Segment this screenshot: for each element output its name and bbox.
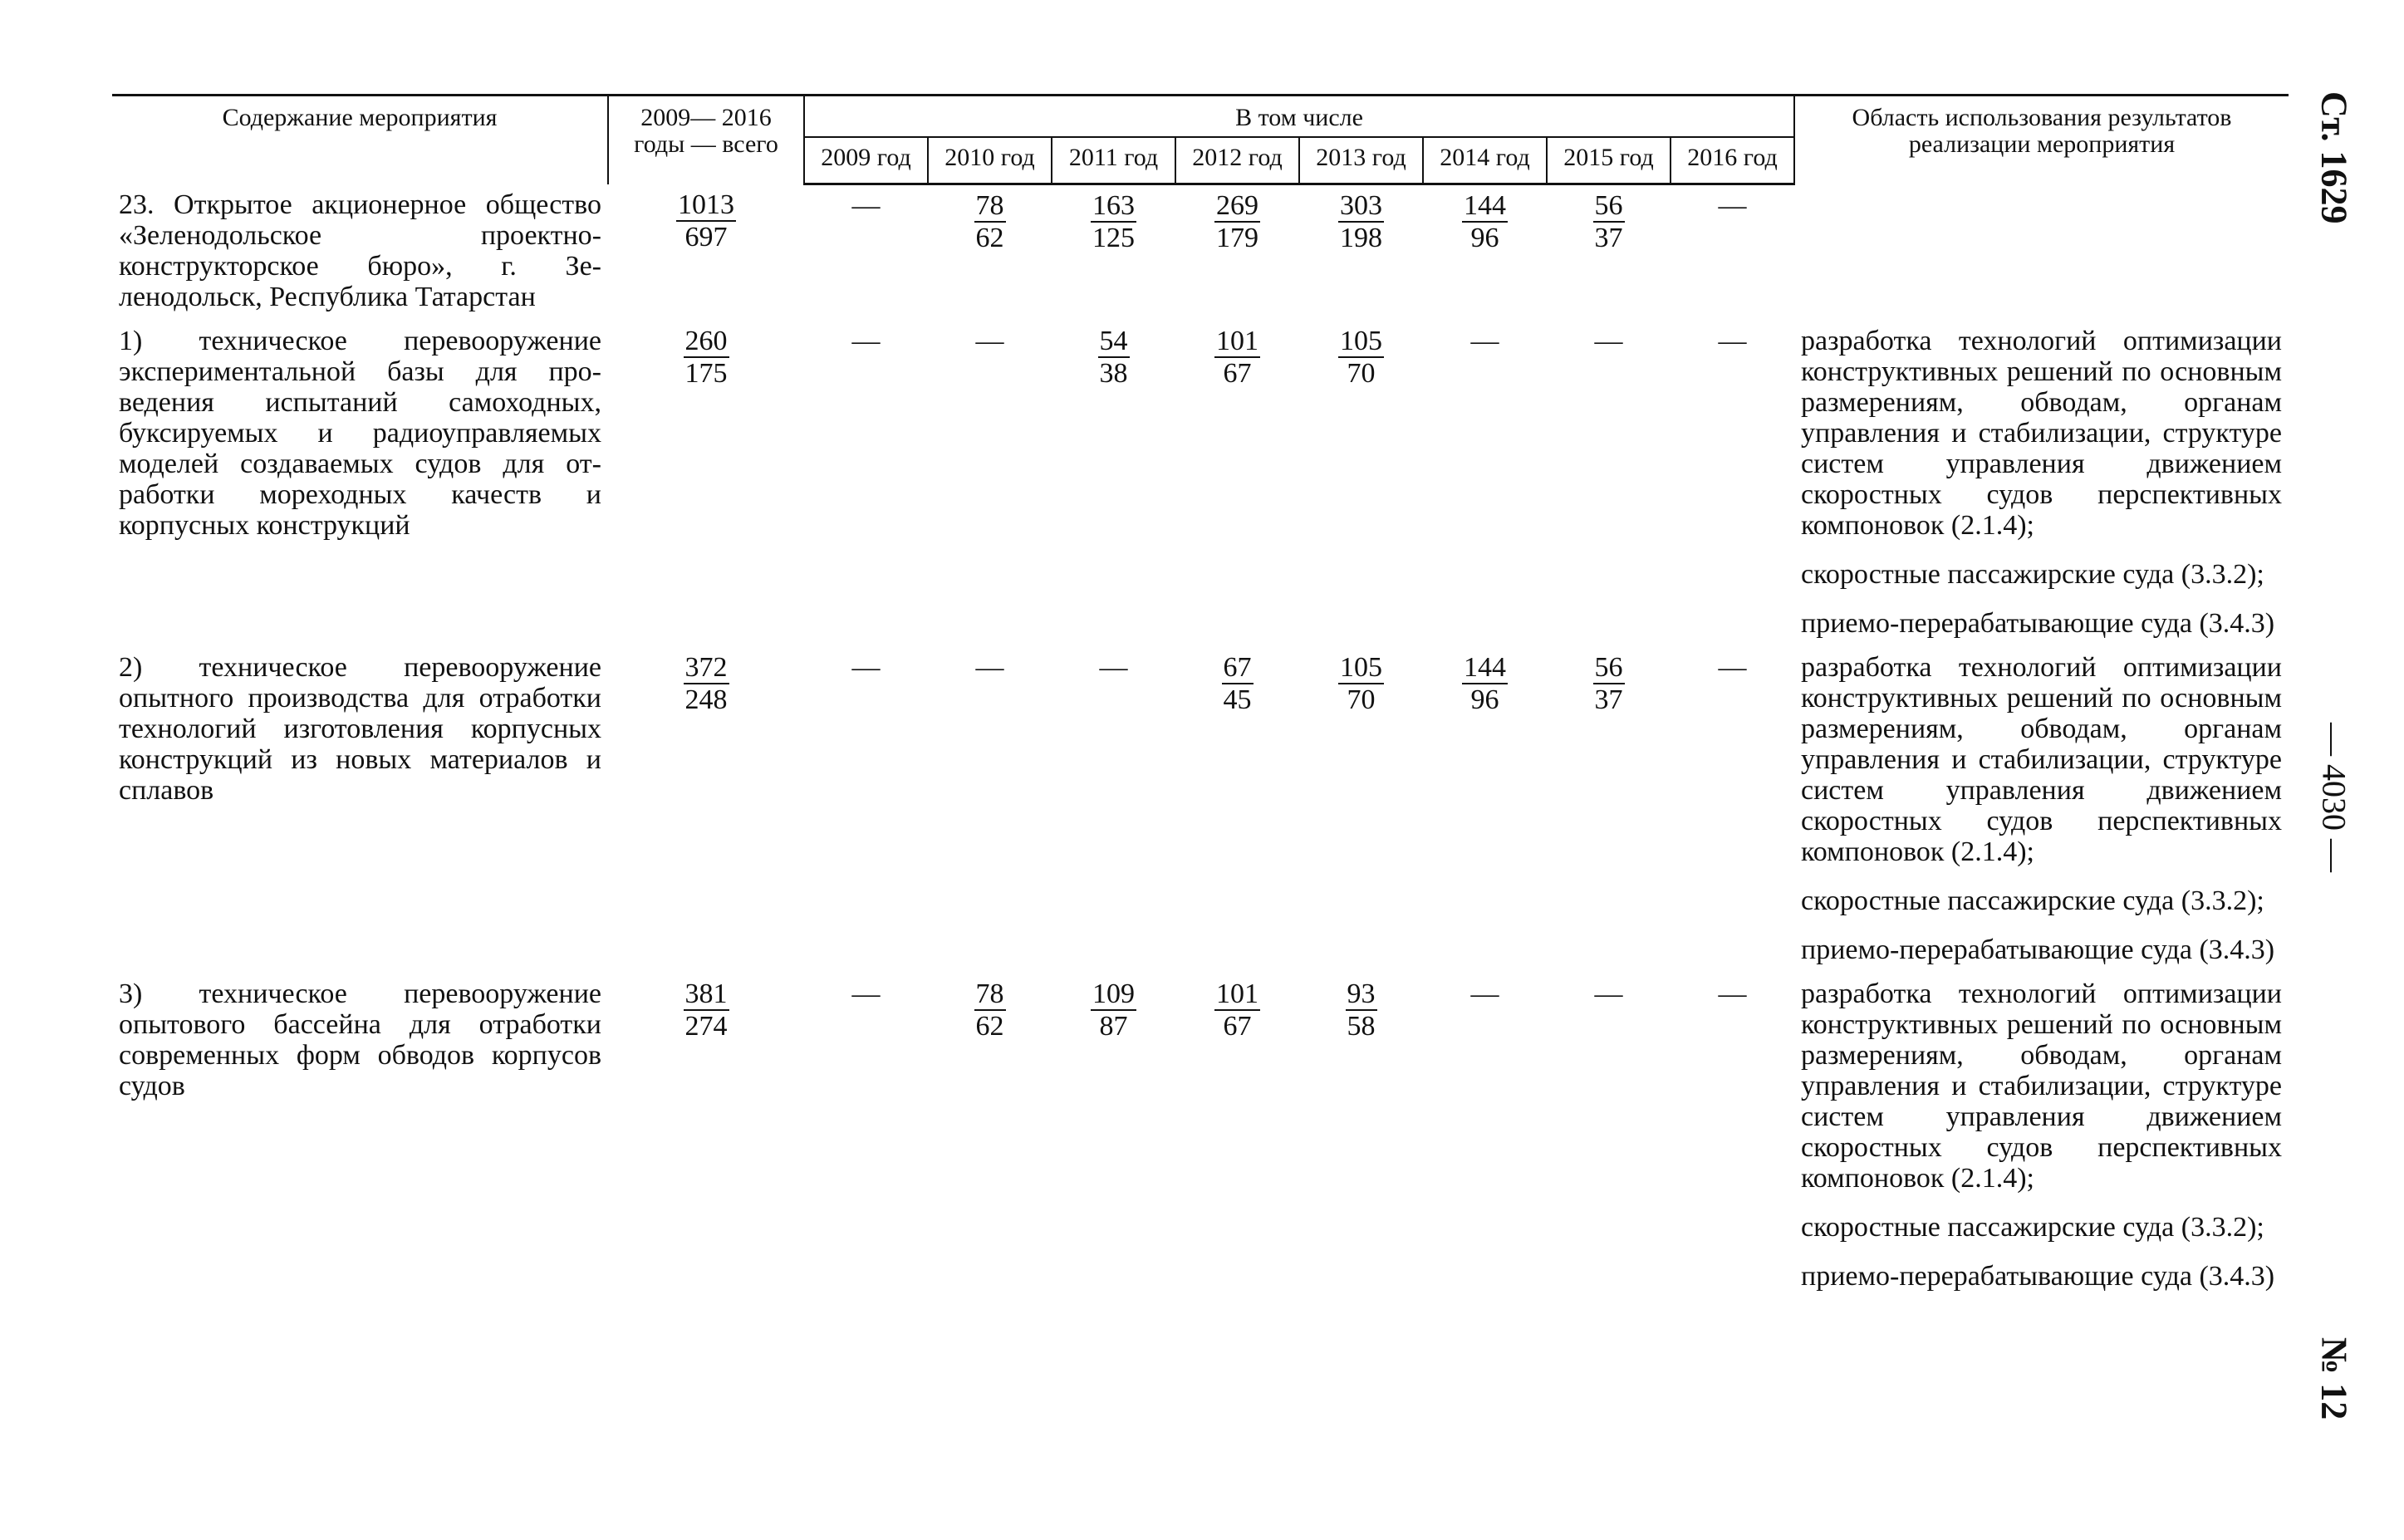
year-value: 105 [1340, 325, 1382, 356]
year-value: 101 [1216, 325, 1258, 356]
year-value: 109 [1092, 978, 1135, 1009]
year-cell [1299, 184, 1423, 321]
year-cell [1671, 184, 1794, 321]
year-federal-value: 37 [1594, 684, 1623, 715]
year-federal-value: 125 [1092, 223, 1135, 253]
year-cell [1423, 184, 1547, 321]
area-paragraph: разработка технологий оптимизации конструктивных решений по основным размерениям, обводам, органам управления и стабилизации, структуре систем управления движением скоростных судов перспективных компоновок (2.1.4); [1801, 978, 2283, 1194]
row-description: 23. Открытое акционерное общество «Зеленодольское проектно-конструкторское бюро», г. Зеленодольск, Республика Татарстан [119, 189, 601, 312]
issue-number: № 12 [2313, 1337, 2355, 1420]
year-value: 67 [1223, 651, 1252, 683]
row-total [608, 184, 804, 321]
header-year: 2011 год [1052, 137, 1175, 184]
year-cell [1052, 184, 1175, 321]
year-fraction [1091, 190, 1136, 253]
area-paragraph: скоростные пассажирские суда (3.3.2); [1801, 558, 2264, 590]
empty-dash: — [1470, 325, 1499, 356]
area-paragraph: скоростные пассажирские суда (3.3.2); [1801, 885, 2264, 916]
year-cell [1671, 321, 1794, 647]
row-description: 2) техническое перевооружение опытного производства для отработки технологий изготовления корпусных конструкций из новых материалов и сплавов [119, 651, 601, 806]
total-value: 372 [684, 651, 728, 683]
total-value: 260 [684, 325, 728, 356]
year-value: 269 [1216, 190, 1258, 221]
year-federal-value: 70 [1347, 684, 1376, 715]
header-area: Область использования результатов реализации мероприятия [1794, 96, 2289, 184]
year-value: 78 [975, 978, 1004, 1009]
year-cell [1423, 647, 1547, 974]
header-year: 2016 год [1671, 137, 1794, 184]
year-federal-value: 87 [1099, 1010, 1128, 1042]
year-value: 101 [1216, 978, 1258, 1009]
year-fraction [1338, 652, 1384, 715]
total-fraction [684, 978, 729, 1042]
empty-dash: — [1099, 651, 1128, 683]
year-fraction [1462, 190, 1508, 253]
year-federal-value: 96 [1470, 223, 1499, 253]
year-fraction [1091, 978, 1136, 1042]
empty-dash: — [1718, 651, 1747, 683]
year-value: 144 [1464, 190, 1506, 221]
year-fraction [1338, 326, 1384, 389]
row-area [1794, 974, 2289, 1300]
year-cell [1671, 974, 1794, 1300]
year-fraction [974, 978, 1006, 1042]
year-value: 56 [1594, 651, 1623, 683]
empty-dash: — [851, 190, 881, 221]
year-cell [1547, 184, 1671, 321]
year-federal-value: 62 [975, 223, 1004, 253]
total-fraction [684, 652, 729, 715]
total-fraction [676, 189, 736, 253]
year-federal-value: 179 [1216, 223, 1258, 253]
year-cell [804, 647, 928, 974]
year-cell [804, 184, 928, 321]
year-cell [1052, 974, 1175, 1300]
row-area [1794, 321, 2289, 647]
empty-dash: — [1594, 978, 1623, 1009]
year-fraction [1214, 978, 1260, 1042]
year-cell [1052, 647, 1175, 974]
year-cell [1299, 321, 1423, 647]
table-body [112, 184, 2289, 1300]
year-value: 54 [1099, 325, 1128, 356]
area-paragraph: приемо-перерабатывающие суда (3.4.3) [1801, 607, 2275, 639]
year-cell [804, 974, 928, 1300]
year-cell [928, 974, 1052, 1300]
year-cell [1052, 321, 1175, 647]
header-year: 2012 год [1175, 137, 1299, 184]
year-cell [1175, 321, 1299, 647]
year-cell [1175, 184, 1299, 321]
year-fraction [1338, 190, 1384, 253]
year-fraction [1098, 326, 1130, 389]
empty-dash: — [975, 651, 1004, 683]
year-federal-value: 45 [1223, 684, 1252, 715]
header-content: Содержание мероприятия [112, 96, 608, 184]
row-total [608, 647, 804, 974]
year-federal-value: 96 [1470, 684, 1499, 715]
year-fraction [1593, 190, 1625, 253]
year-federal-value: 38 [1099, 357, 1128, 389]
year-federal-value: 198 [1340, 223, 1382, 253]
year-fraction [1214, 190, 1260, 253]
row-area [1794, 184, 2289, 321]
year-federal-value: 58 [1347, 1010, 1376, 1042]
year-cell [1423, 321, 1547, 647]
header-year: 2014 год [1423, 137, 1547, 184]
year-cell [1175, 647, 1299, 974]
year-value: 78 [975, 190, 1004, 221]
year-value: 56 [1594, 190, 1623, 221]
header-year: 2010 год [928, 137, 1052, 184]
empty-dash: — [1718, 978, 1747, 1009]
total-fraction [684, 326, 729, 389]
area-paragraph: разработка технологий оптимизации конструктивных решений по основным размерениям, обводам, органам управления и стабилизации, структуре систем управления движением скоростных судов перспективных компоновок (2.1.4); [1801, 651, 2283, 867]
year-cell [1547, 321, 1671, 647]
year-cell [1423, 974, 1547, 1300]
empty-dash: — [1718, 325, 1747, 356]
year-fraction [1593, 652, 1625, 715]
table-row [112, 184, 2289, 321]
year-cell [1175, 974, 1299, 1300]
year-cell [1299, 974, 1423, 1300]
year-federal-value: 67 [1223, 357, 1252, 389]
table-row [112, 974, 2289, 1300]
total-value: 1013 [678, 189, 734, 220]
total-federal-value: 175 [684, 357, 728, 389]
year-fraction [1214, 326, 1260, 389]
header-total: 2009— 2016 годы — всего [608, 96, 804, 184]
total-value: 381 [684, 978, 728, 1009]
year-value: 93 [1347, 978, 1376, 1009]
empty-dash: — [1470, 978, 1499, 1009]
year-value: 163 [1092, 190, 1135, 221]
empty-dash: — [1594, 325, 1623, 356]
year-federal-value: 37 [1594, 223, 1623, 253]
header-year: 2013 год [1299, 137, 1423, 184]
table-row [112, 321, 2289, 647]
area-paragraph: разработка технологий оптимизации конструктивных решений по основным размерениям, обводам, органам управления и стабилизации, структуре систем управления движением скоростных судов перспективных компоновок (2.1.4); [1801, 325, 2283, 541]
year-cell [1547, 647, 1671, 974]
year-federal-value: 62 [975, 1010, 1004, 1042]
empty-dash: — [1718, 190, 1747, 221]
row-description: 1) техническое перевооружение экспериментальной базы для проведения испытаний самоходных, буксируемых и радиоуправляемых моделей создаваемых судов для отработки мореходных качеств и корпусных конструкций [119, 325, 601, 541]
year-cell [804, 321, 928, 647]
empty-dash: — [851, 325, 881, 356]
total-federal-value: 248 [684, 684, 728, 715]
area-paragraph: приемо-перерабатывающие суда (3.4.3) [1801, 934, 2275, 965]
table-row [112, 647, 2289, 974]
year-fraction [1346, 978, 1377, 1042]
row-total [608, 974, 804, 1300]
area-paragraph: приемо-перерабатывающие суда (3.4.3) [1801, 1260, 2275, 1292]
year-cell [1671, 647, 1794, 974]
year-federal-value: 70 [1347, 357, 1376, 389]
header-year: 2009 год [804, 137, 928, 184]
year-cell [928, 647, 1052, 974]
total-federal-value: 274 [684, 1010, 728, 1042]
header-year: 2015 год [1547, 137, 1671, 184]
year-value: 105 [1340, 651, 1382, 683]
empty-dash: — [975, 325, 1004, 356]
article-number: Ст. 1629 [2313, 91, 2355, 224]
total-federal-value: 697 [684, 221, 728, 253]
year-cell [928, 321, 1052, 647]
empty-dash: — [851, 978, 881, 1009]
year-value: 144 [1464, 651, 1506, 683]
header-including: В том числе [804, 96, 1794, 138]
year-cell [1547, 974, 1671, 1300]
row-area [1794, 647, 2289, 974]
row-description: 3) техническое перевооружение опытового бассейна для отработки современных форм обводов корпусов судов [119, 978, 601, 1101]
area-paragraph: скоростные пассажирские суда (3.3.2); [1801, 1211, 2264, 1243]
row-total [608, 321, 804, 647]
year-federal-value: 67 [1223, 1010, 1252, 1042]
year-cell [1299, 647, 1423, 974]
empty-dash: — [851, 651, 881, 683]
year-fraction [974, 190, 1006, 253]
year-cell [928, 184, 1052, 321]
year-fraction [1462, 652, 1508, 715]
program-table [112, 94, 2289, 1300]
page-number: — 4030 — [2315, 723, 2353, 872]
year-fraction [1222, 652, 1254, 715]
year-value: 303 [1340, 190, 1382, 221]
